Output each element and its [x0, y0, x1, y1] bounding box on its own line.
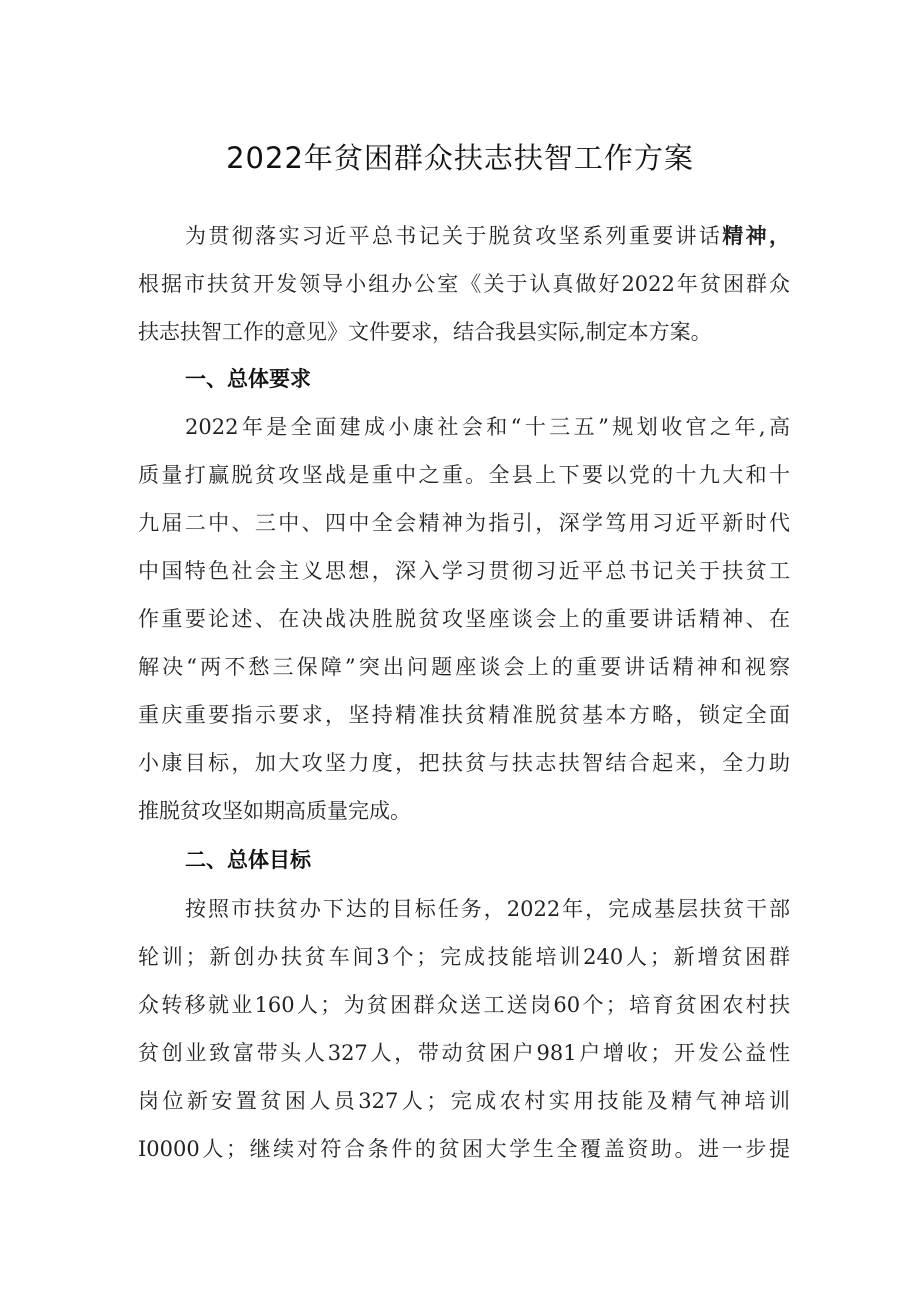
section-1-line: 解决“两不愁三保障”突出问题座谈会上的重要讲话精神和视察: [138, 655, 790, 679]
section-1-line: 2022年是全面建成小康社会和“十三五”规划收官之年,高: [185, 415, 790, 439]
intro-line-1-bold: 精神，: [722, 224, 790, 248]
section-2-heading: 二、总体目标: [185, 848, 311, 872]
section-1-line: 小康目标，加大攻坚力度，把扶贫与扶志扶智结合起来，全力助: [138, 751, 790, 775]
section-2-line: 轮训；新创办扶贫车间3个；完成技能培训240人；新增贫困群: [138, 945, 790, 969]
section-2-line: 贫创业致富带头人327人，带动贫困户981户增收；开发公益性: [138, 1041, 790, 1065]
intro-line-3: 扶志扶智工作的意见》文件要求，结合我县实际,制定本方案。: [138, 320, 712, 344]
section-1-line: 推脱贫攻坚如期高质量完成。: [138, 799, 411, 823]
section-2-line: I0000人；继续对符合条件的贫困大学生全覆盖资助。进一步提: [138, 1137, 790, 1161]
section-1-line: 作重要论述、在决战决胜脱贫攻坚座谈会上的重要讲话精神、在: [138, 607, 790, 631]
intro-line-1: [138, 212, 790, 260]
section-1-line: 重庆重要指示要求，坚持精准扶贫精准脱贫基本方略，锁定全面: [138, 703, 790, 727]
intro-line-1-text: 为贯彻落实习近平总书记关于脱贫攻坚系列重要讲话: [185, 224, 723, 248]
section-2-paragraph: [138, 885, 790, 1173]
section-2-line: 岗位新安置贫困人员327人；完成农村实用技能及精气神培训: [138, 1089, 790, 1113]
intro-line-2: 根据市扶贫开发领导小组办公室《关于认真做好2022年贫困群众: [138, 272, 790, 296]
section-1-line: 质量打赢脱贫攻坚战是重中之重。全县上下要以党的十九大和十: [138, 463, 790, 487]
section-1-line: 九届二中、三中、四中全会精神为指引，深学笃用习近平新时代: [138, 511, 790, 535]
section-2-line: 按照市扶贫办下达的目标任务，2022年，完成基层扶贫干部: [185, 897, 790, 921]
section-2-line: 众转移就业160人；为贫困群众送工送岗60个；培育贫困农村扶: [138, 993, 790, 1017]
section-1-line: 中国特色社会主义思想，深入学习贯彻习近平总书记关于扶贫工: [138, 559, 790, 583]
section-1-heading: 一、总体要求: [185, 367, 311, 391]
section-1-paragraph: [138, 403, 790, 835]
intro-paragraph: [138, 212, 790, 356]
document-title: 2022年贫困群众扶志扶智工作方案: [226, 141, 694, 175]
